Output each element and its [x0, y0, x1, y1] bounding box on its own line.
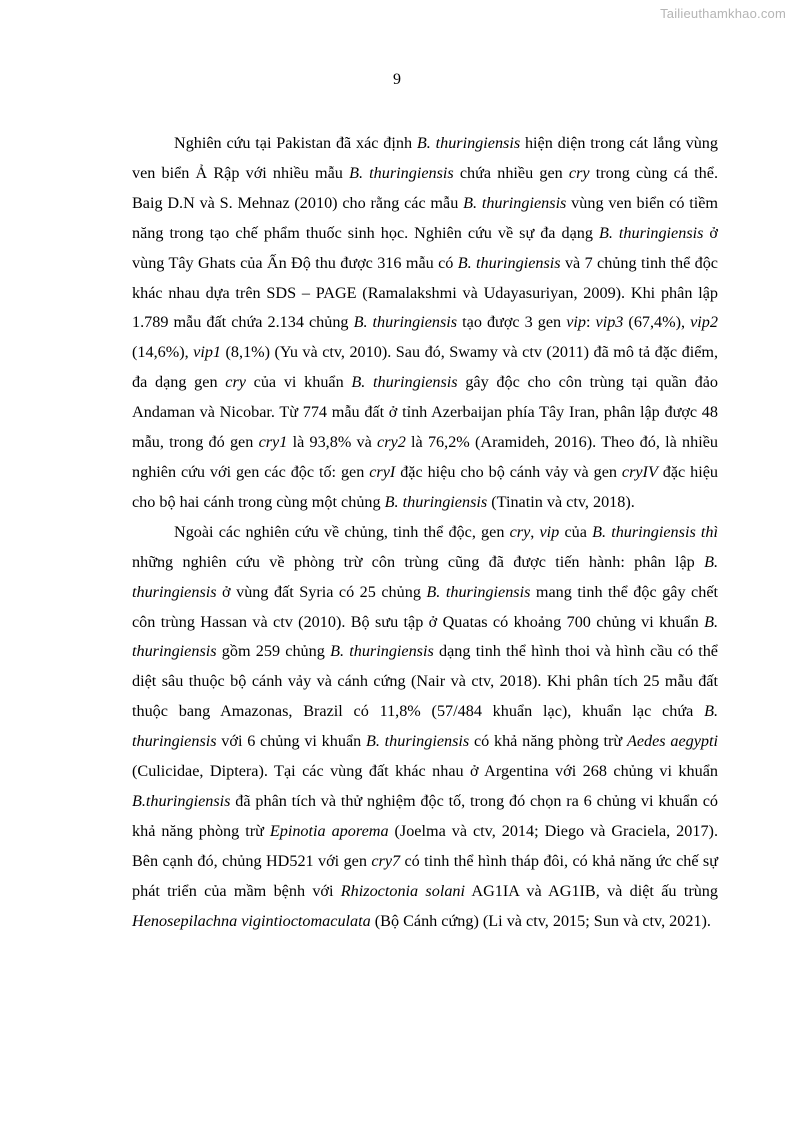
italic-term: vip3 — [595, 313, 624, 332]
text-run: có tinh thể hình tháp đôi, có khả năng ức chế sự phát triển của mầm bệnh với — [132, 851, 718, 900]
italic-term: B. thuringiensis — [365, 732, 470, 751]
watermark: Tailieuthamkhao.com — [660, 6, 786, 21]
text-run: đặc hiệu cho bộ cánh vảy và gen — [395, 462, 622, 481]
text-run: (8,1%) (Yu và ctv, 2010). Sau đó, Swamy và ctv (2011) đã mô tả đặc điểm, đa dạng gen — [132, 343, 719, 392]
text-run: (67,4%), — [623, 313, 691, 332]
italic-term: cryI — [369, 462, 396, 481]
italic-term: B. thuringiensis — [330, 642, 434, 661]
text-run: đã phân tích và thử nghiệm độc tố, trong đó chọn ra 6 chủng vi khuẩn có khả năng phòng trừ — [132, 791, 718, 840]
paragraph-1 — [132, 129, 718, 518]
paragraph-2 — [132, 518, 718, 937]
text-run: gây độc cho côn trùng tại quần đảo Andaman và Nicobar. Từ 774 mẫu đất ở tỉnh Azerbaijan phía Tây Iran, phân lập được 48 mẫu, trong đó gen — [132, 373, 718, 452]
text-run: vùng ven biển có tiềm năng trong tạo chế phẩm thuốc sinh học. Nghiên cứu về sự đa dạng — [132, 193, 718, 242]
text-run: đặc hiệu cho bộ hai cánh trong cùng một chủng — [132, 462, 718, 511]
text-run: (Tinatin và ctv, 2018). — [487, 492, 635, 511]
text-run: Ngoài các nghiên cứu về chủng, tinh thể độc, gen — [174, 522, 510, 541]
text-run: , — [530, 522, 540, 541]
text-run: có khả năng phòng trừ — [469, 732, 627, 751]
italic-term: B. thuringiensis — [132, 702, 718, 751]
text-run: mang tinh thể độc gây chết côn trùng Hassan và ctv (2010). Bộ sưu tập ở Quatas có khoảng 700 chủng vi khuẩn — [132, 582, 719, 631]
text-run: chứa nhiều gen — [453, 163, 569, 182]
italic-term: vip2 — [690, 313, 718, 332]
text-run: là 76,2% (Aramideh, 2016). Theo đó, là nhiều nghiên cứu với gen các độc tố: gen — [132, 433, 718, 481]
text-run: ở vùng đất Syria có 25 chủng — [216, 582, 427, 601]
italic-term: cry7 — [371, 851, 401, 870]
text-run: những nghiên cứu về phòng trừ côn trùng cũng đã được tiến hành: phân lập — [132, 552, 705, 571]
italic-term: Henosepilachna vigintioctomaculata — [132, 911, 371, 930]
page-number: 9 — [393, 71, 401, 88]
text-run: là 93,8% và — [287, 433, 378, 452]
italic-term: B. thuringiensis — [349, 163, 454, 182]
italic-term: B. thuringiensis — [132, 612, 718, 661]
text-run: (Joelma và ctv, 2014; Diego và Graciela, 2017). Bên cạnh đó, chủng HD521 với gen — [132, 821, 718, 870]
text-run: và 7 chủng tinh thể độc khác nhau dựa trên SDS – PAGE (Ramalakshmi và Udayasuriyan, 2009). Khi phân lập 1.789 mẫu đất chứa 2.134 chủng — [132, 253, 718, 332]
italic-term: B. thuringiensis — [457, 253, 561, 272]
italic-term: B.thuringiensis — [132, 791, 231, 810]
italic-term: vip — [566, 313, 586, 332]
document-body — [132, 129, 718, 936]
text-run: ở vùng Tây Ghats của Ấn Độ thu được 316 mẫu có — [132, 223, 718, 272]
text-run: dạng tinh thể hình thoi và hình cầu có thể diệt sâu thuộc bộ cánh vảy và cánh cứng (Nair và ctv, 2018). Khi phân tích 25 mẫu đất thuộc bang Amazonas, Brazil có 11,8% (57/484 khuẩn lạc), khuẩn lạc chứa — [132, 642, 718, 721]
italic-term: cry — [568, 163, 590, 182]
text-run: (Bộ Cánh cứng) (Li và ctv, 2015; Sun và ctv, 2021). — [370, 911, 711, 930]
text-run: AG1IA và AG1IB, và diệt ấu trùng — [465, 881, 718, 900]
text-run: tạo được 3 gen — [457, 313, 567, 332]
italic-term: cryIV — [621, 462, 658, 481]
italic-term: B. thuringiensis thì — [592, 522, 719, 541]
text-run: của vi khuẩn — [245, 373, 352, 392]
text-run: trong cùng cá thể. Baig D.N và S. Mehnaz (2010) cho rằng các mẫu — [132, 163, 718, 212]
text-run: : — [585, 313, 596, 332]
italic-term: B. thuringiensis — [463, 193, 567, 212]
italic-term: Epinotia aporema — [269, 821, 389, 840]
text-run: gồm 259 chủng — [216, 642, 331, 661]
text-run: Nghiên cứu tại Pakistan đã xác định — [174, 134, 417, 152]
text-run: với 6 chủng vi khuẩn — [216, 732, 366, 751]
italic-term: B. thuringiensis — [132, 552, 718, 601]
italic-term: cry1 — [258, 433, 288, 452]
text-run: (14,6%), — [132, 343, 194, 362]
italic-term: B. thuringiensis — [351, 373, 458, 392]
italic-term: B. thuringiensis — [416, 134, 521, 152]
italic-term: B. thuringiensis — [598, 223, 704, 242]
italic-term: B. thuringiensis — [426, 582, 531, 601]
italic-term: cry — [225, 373, 246, 392]
italic-term: B. thuringiensis — [384, 492, 488, 511]
italic-term: vip — [539, 522, 560, 541]
italic-term: cry2 — [377, 433, 406, 452]
italic-term: vip1 — [193, 343, 222, 362]
text-run: hiện diện trong cát lắng vùng ven biển Ả Rập với nhiều mẫu — [132, 134, 718, 182]
text-run: của — [559, 522, 593, 541]
text-run: (Culicidae, Diptera). Tại các vùng đất khác nhau ở Argentina với 268 chủng vi khuẩn — [132, 762, 718, 781]
italic-term: Rhizoctonia solani — [340, 881, 466, 900]
italic-term: cry — [509, 522, 531, 541]
italic-term: Aedes aegypti — [626, 732, 718, 751]
italic-term: B. thuringiensis — [353, 313, 458, 332]
